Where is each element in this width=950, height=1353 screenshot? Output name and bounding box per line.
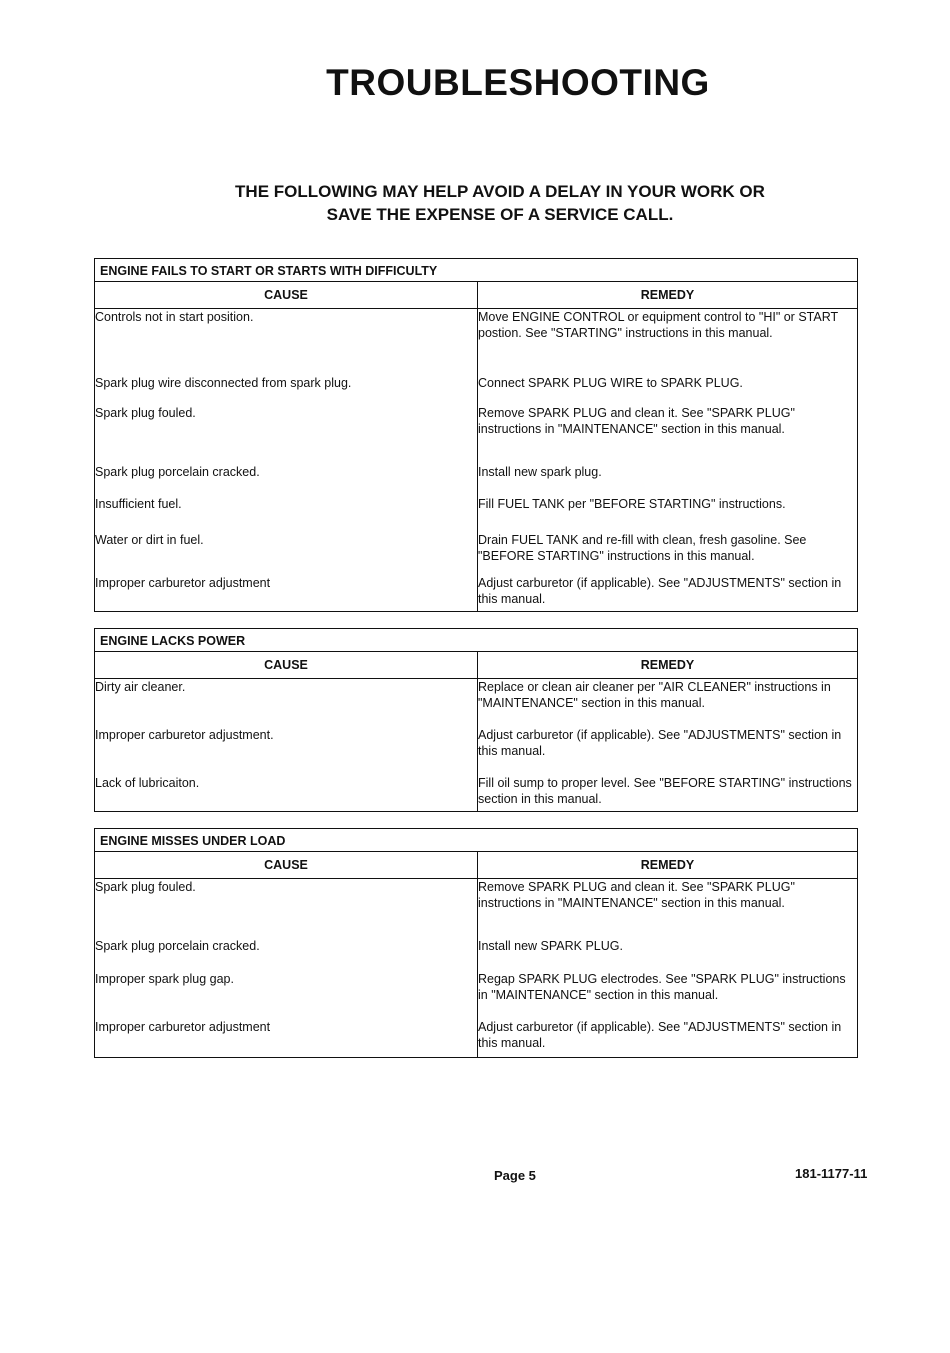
- cause-entry: Controls not in start position.: [95, 310, 254, 324]
- cause-column-header: CAUSE: [95, 852, 478, 879]
- cause-entry: Spark plug porcelain cracked.: [95, 465, 260, 479]
- section-title: ENGINE FAILS TO START OR STARTS WITH DIFFICULTY: [95, 259, 858, 282]
- section-engine-misses-under-load: [94, 828, 858, 1058]
- section-title: ENGINE MISSES UNDER LOAD: [95, 829, 858, 852]
- remedy-column: [478, 309, 858, 612]
- cause-column-header: CAUSE: [95, 282, 478, 309]
- cause-entry: Spark plug wire disconnected from spark plug.: [95, 376, 352, 390]
- cause-entry: Improper carburetor adjustment.: [95, 728, 274, 742]
- cause-entry: Improper spark plug gap.: [95, 972, 234, 986]
- cause-entry: Dirty air cleaner.: [95, 680, 186, 694]
- remedy-column-header: REMEDY: [478, 852, 858, 879]
- page-number: Page 5: [494, 1168, 536, 1183]
- remedy-entry: Adjust carburetor (if applicable). See "ADJUSTMENTS" section in this manual.: [478, 576, 842, 606]
- cause-entry: Spark plug fouled.: [95, 406, 196, 420]
- remedy-column: [478, 879, 858, 1058]
- remedy-entry: Regap SPARK PLUG electrodes. See "SPARK PLUG" instructions in "MAINTENANCE" section in this manual.: [478, 972, 846, 1002]
- document-code: 181-1177-11: [795, 1166, 868, 1181]
- remedy-entry: Connect SPARK PLUG WIRE to SPARK PLUG.: [478, 376, 743, 390]
- remedy-entry: Install new SPARK PLUG.: [478, 939, 623, 953]
- remedy-entry: Drain FUEL TANK and re-fill with clean, fresh gasoline. See "BEFORE STARTING" instructions in this manual.: [478, 533, 807, 563]
- page-title: TROUBLESHOOTING: [326, 62, 710, 103]
- section-engine-fails-to-start: [94, 258, 858, 612]
- section-title: ENGINE LACKS POWER: [95, 629, 858, 652]
- remedy-entry: Replace or clean air cleaner per "AIR CLEANER" instructions in "MAINTENANCE" section in this manual.: [478, 680, 831, 710]
- remedy-column-header: REMEDY: [478, 282, 858, 309]
- subtitle-line-2: SAVE THE EXPENSE OF A SERVICE CALL.: [326, 205, 674, 224]
- cause-entry: Improper carburetor adjustment: [95, 1020, 271, 1034]
- cause-column: [95, 679, 478, 812]
- remedy-entry: Move ENGINE CONTROL or equipment control to "HI" or START postion. See "STARTING" instructions in this manual.: [478, 310, 838, 340]
- remedy-entry: Remove SPARK PLUG and clean it. See "SPARK PLUG" instructions in "MAINTENANCE" section in this manual.: [478, 406, 795, 436]
- remedy-entry: Fill oil sump to proper level. See "BEFORE STARTING" instructions section in this manual.: [478, 776, 852, 806]
- remedy-column: [478, 679, 858, 812]
- cause-column: [95, 309, 478, 612]
- cause-entry: Lack of lubricaiton.: [95, 776, 200, 790]
- remedy-entry: Adjust carburetor (if applicable). See "ADJUSTMENTS" section in this manual.: [478, 728, 842, 758]
- cause-entry: Water or dirt in fuel.: [95, 533, 204, 547]
- remedy-entry: Fill FUEL TANK per "BEFORE STARTING" instructions.: [478, 497, 786, 511]
- remedy-entry: Remove SPARK PLUG and clean it. See "SPARK PLUG" instructions in "MAINTENANCE" section in this manual.: [478, 880, 795, 910]
- section-engine-lacks-power: [94, 628, 858, 812]
- remedy-column-header: REMEDY: [478, 652, 858, 679]
- remedy-entry: Install new spark plug.: [478, 465, 602, 479]
- cause-entry: Insufficient fuel.: [95, 497, 182, 511]
- remedy-entry: Adjust carburetor (if applicable). See "ADJUSTMENTS" section in this manual.: [478, 1020, 842, 1050]
- cause-entry: Spark plug porcelain cracked.: [95, 939, 260, 953]
- cause-column-header: CAUSE: [95, 652, 478, 679]
- page-subtitle: [0, 180, 950, 226]
- cause-entry: Improper carburetor adjustment: [95, 576, 271, 590]
- cause-column: [95, 879, 478, 1058]
- cause-entry: Spark plug fouled.: [95, 880, 196, 894]
- subtitle-line-1: THE FOLLOWING MAY HELP AVOID A DELAY IN YOUR WORK OR: [235, 182, 765, 201]
